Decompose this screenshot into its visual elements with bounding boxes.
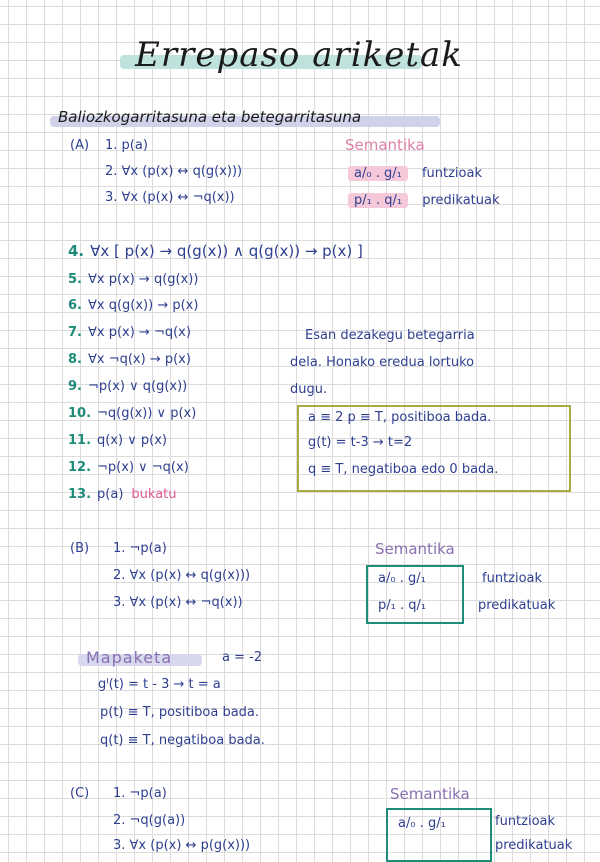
page-title: Errepaso ariketak [135,35,463,75]
c-line-2: 2. ¬q(g(a)) [113,813,186,828]
a-line-number: 6. [68,298,82,313]
a-line-formula: ∀x ¬q(x) → p(x) [87,352,191,367]
c-line-1: 1. ¬p(a) [113,786,167,801]
a-line-10 [68,406,196,421]
a-sem-tag-1: a/₀ . g/₁ [348,166,408,181]
section-b-label: (B) [70,541,90,556]
a-line-11 [68,433,167,448]
a-line-formula: ¬p(x) ∨ ¬q(x) [97,460,189,475]
a-model-line-3: q ≡ T, negatiboa edo 0 bada. [308,462,499,477]
c-box-row-1: a/₀ . g/₁ [398,816,446,831]
a-sem-tag-2: p/₁ . q/₁ [348,193,408,208]
a-line-number: 4. [68,242,85,260]
c-line-3: 3. ∀x (p(x) ↔ p(g(x))) [113,838,251,853]
b-box-label-1: funtzioak [482,571,543,586]
a-line-7 [68,325,191,340]
a-line-13 [68,487,177,502]
c-semantics-box [386,808,492,862]
a-line-formula: ∀x p(x) → q(g(x)) [87,272,199,287]
a-model-line-1: a ≡ 2 p ≡ T, positiboa bada. [308,410,492,425]
a-line-6 [68,298,198,313]
a-note-1: Esan dezakegu betegarria [305,328,475,343]
b-line-3: 3. ∀x (p(x) ↔ ¬q(x)) [113,595,243,610]
b-line-1: 1. ¬p(a) [113,541,167,556]
a-line-number: 13. [68,487,92,502]
b-box-row-1: a/₀ . g/₁ [378,571,426,586]
a-model-line-2: g(t) = t-3 → t=2 [308,435,413,450]
a-sem-row-2 [348,193,500,208]
a-line-number: 10. [68,406,92,421]
a-line-formula: p(a) [97,487,124,502]
a-line-2: 2. ∀x (p(x) ↔ q(g(x))) [105,164,243,179]
mapaketa-heading: Mapaketa [86,648,173,667]
a-sem-row-1 [348,166,482,181]
mapaketa-a-eq: a = -2 [222,650,263,665]
mapaketa-line-2: p(t) ≡ T, positiboa bada. [100,705,260,720]
b-box-label-2: predikatuak [478,598,556,613]
a-line-formula: ∀x q(g(x)) → p(x) [87,298,199,313]
c-box-label-2: predikatuak [495,838,573,853]
a-line-number: 5. [68,272,82,287]
section-a-label: (A) [70,138,90,153]
mapaketa-line-3: q(t) ≡ T, negatiboa bada. [100,733,265,748]
a-line-number: 7. [68,325,82,340]
a-line-12 [68,460,189,475]
a-line-formula: ¬p(x) ∨ q(g(x)) [87,379,188,394]
a-line-1: 1. p(a) [105,138,148,153]
a-semantika-heading: Semantika [345,136,425,154]
a-line-9 [68,379,187,394]
a-note-2: dela. Honako eredua lortuko [290,355,475,370]
section-c-label: (C) [70,786,90,801]
a-line-number: 9. [68,379,82,394]
c-box-label-1: funtzioak [495,814,556,829]
mapaketa-line-1: gᴵ(t) = t - 3 → t = a [98,677,221,692]
a-sem-text-2: predikatuak [422,193,500,208]
a-line-formula: ∀x [ p(x) → q(g(x)) ∧ q(g(x)) → p(x) ] [90,242,363,260]
b-box-row-2: p/₁ . q/₁ [378,598,427,613]
a-line-5 [68,272,198,287]
b-line-2: 2. ∀x (p(x) ↔ q(g(x))) [113,568,251,583]
a-line-formula: ∀x p(x) → ¬q(x) [87,325,191,340]
b-semantics-box [366,565,464,624]
a-line-number: 11. [68,433,92,448]
a-sem-text-1: funtzioak [421,166,482,181]
a-line-3: 3. ∀x (p(x) ↔ ¬q(x)) [105,190,235,205]
a-line-formula: q(x) ∨ p(x) [97,433,167,448]
c-semantika-heading: Semantika [390,785,470,803]
a-line-4 [68,242,363,260]
section-subtitle: Baliozkogarritasuna eta betegarritasuna [58,108,362,126]
b-semantika-heading: Semantika [375,540,455,558]
bukatu-label: bukatu [131,487,177,502]
a-line-number: 8. [68,352,82,367]
a-line-8 [68,352,191,367]
a-line-formula: ¬q(g(x)) ∨ p(x) [97,406,197,421]
a-note-3: dugu. [290,382,328,397]
a-line-number: 12. [68,460,92,475]
